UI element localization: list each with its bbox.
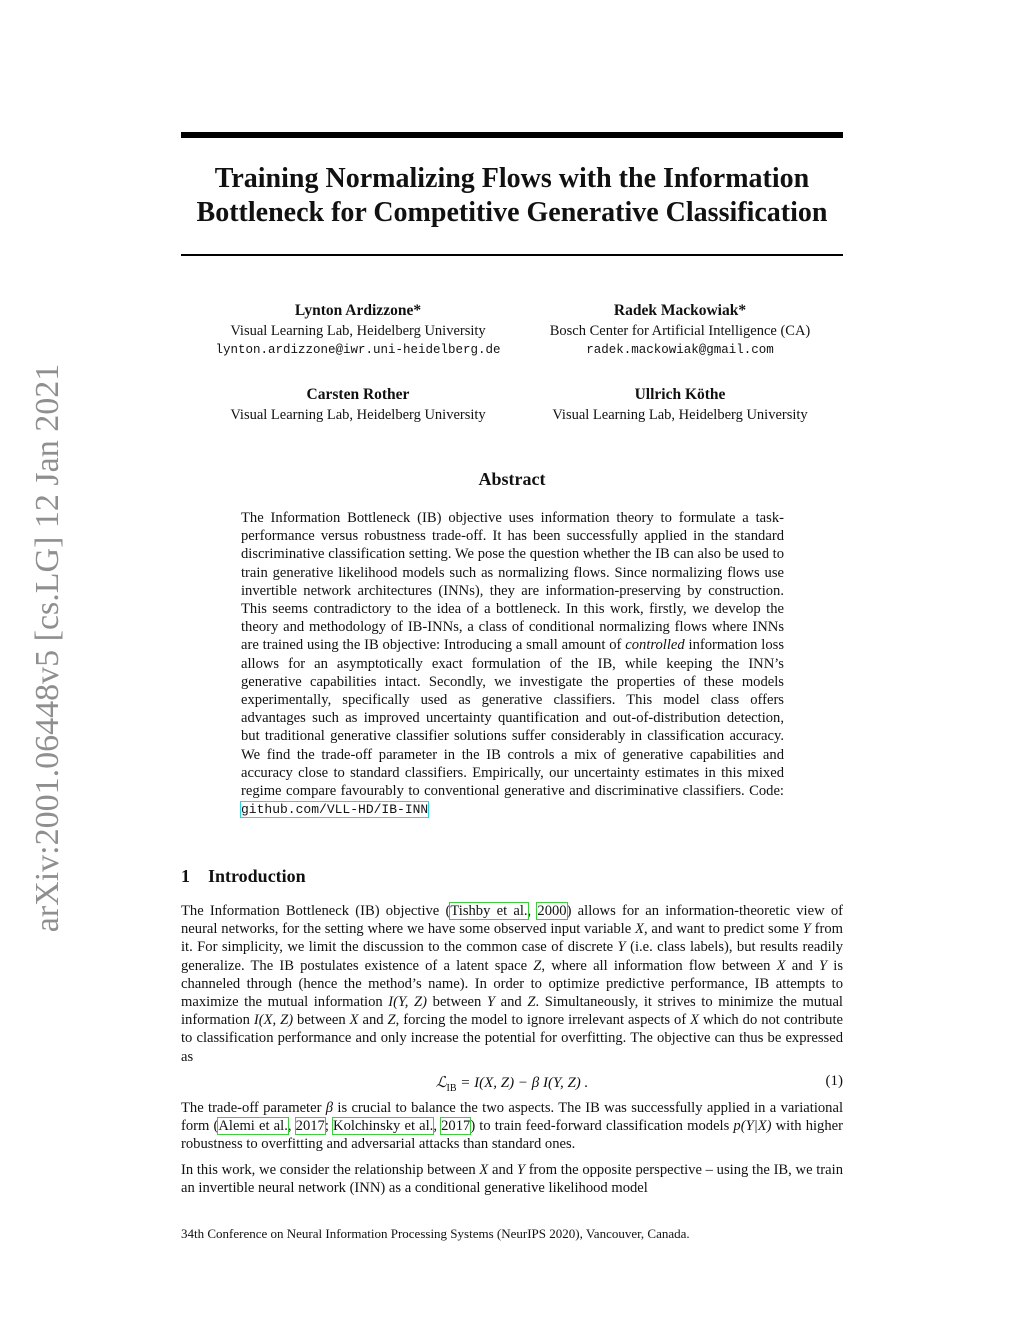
math-var: X bbox=[690, 1012, 700, 1029]
citation-link[interactable]: 2017 bbox=[441, 1118, 471, 1135]
intro-paragraph-1 bbox=[181, 902, 843, 1066]
text: . Simultaneously, it strives to minimize the mutual information bbox=[181, 994, 843, 1029]
abstract-text: information loss allows for an asymptotically exact formulation of the IB, while keeping the INN’s generative capabilities intact. Secondly, we investigate the properties of these models experimentally, specifically used as generative classifiers. This model class offers advantages such as improved uncertainty quantification and out-of-distribution detection, but traditional generative classifier solutions suffer considerably in classification accuracy. We find the trade-off parameter in the IB controls a mix of generative capabilities and accuracy close to standard classifiers. Empirically, our uncertainty estimates in this mixed regime compare favourably to conventional generative and discriminative classifiers. Code: bbox=[241, 637, 784, 800]
math-var: Y bbox=[617, 939, 626, 956]
author-affiliation: Visual Learning Lab, Heidelberg University bbox=[230, 407, 486, 423]
math-var: β bbox=[325, 1100, 334, 1116]
math-var: X bbox=[349, 1012, 359, 1029]
equation-1 bbox=[181, 1073, 843, 1095]
author-name: Carsten Rother bbox=[306, 386, 410, 403]
citation-link[interactable]: 2000 bbox=[537, 903, 567, 919]
text: , bbox=[527, 903, 538, 919]
math-var: Y bbox=[516, 1162, 525, 1178]
text: is channeled through (hence the method’s name). In order to optimize predictive performance, IB attempts to maximize the mutual information bbox=[181, 957, 844, 1011]
math-expr: I(X, Z) bbox=[253, 1012, 294, 1029]
abstract-text: The Information Bottleneck (IB) objective uses information theory to formulate a task-performance versus robustness trade-off. It has been successfully applied in the standard discriminative classification setting. We pose the question whether the IB can also be used to train generative likelihood models such as normalizing flows. Since normalizing flows use invertible network architectures (INNs), they are information-preserving by construction. This seems contradictory to the idea of a bottleneck. In this work, firstly, we develop the theory and methodology of IB-INNs, a class of conditional normalizing flows where INNs are trained using the IB objective: Introducing a small amount of bbox=[241, 510, 784, 654]
text: ; bbox=[324, 1118, 334, 1135]
text: The Information Bottleneck (IB) objective ( bbox=[181, 903, 451, 919]
citation-link[interactable]: 2017 bbox=[295, 1118, 325, 1135]
equation-number: (1) bbox=[825, 1073, 843, 1089]
author-name: Lynton Ardizzone* bbox=[294, 302, 422, 319]
text: which do not contribute to classification performance and only increase the potential for overfitting. The objective can thus be expressed as bbox=[181, 1012, 843, 1065]
equation-lhs: ℒ bbox=[435, 1075, 447, 1091]
text: and bbox=[488, 1162, 517, 1178]
abstract-body bbox=[241, 509, 784, 819]
author-email[interactable]: lynton.ardizzone@iwr.uni-heidelberg.de bbox=[215, 343, 501, 357]
author-email[interactable]: radek.mackowiak@gmail.com bbox=[586, 343, 774, 357]
text: is crucial to balance the two aspects. The IB was successfully applied in a variational form ( bbox=[181, 1100, 844, 1135]
text: ) to train feed-forward classification models bbox=[470, 1118, 734, 1135]
text: , forcing the model to ignore irrelevant aspects of bbox=[395, 1012, 691, 1029]
author-affiliation: Visual Learning Lab, Heidelberg University bbox=[230, 323, 486, 339]
intro-paragraph-3 bbox=[181, 1161, 843, 1197]
paper-title bbox=[160, 162, 864, 230]
abstract-heading: Abstract bbox=[478, 469, 546, 489]
math-var: Y bbox=[818, 957, 828, 974]
text: and bbox=[495, 994, 528, 1011]
code-link[interactable]: github.com/VLL-HD/IB-INN bbox=[241, 802, 429, 818]
equation-subscript: IB bbox=[446, 1083, 457, 1094]
section-title: Introduction bbox=[208, 866, 306, 886]
text: between bbox=[293, 1012, 350, 1029]
title-line-2: Bottleneck for Competitive Generative Classification bbox=[196, 197, 828, 228]
equation-body bbox=[181, 1073, 843, 1094]
citation-link[interactable]: Tishby et al. bbox=[450, 903, 528, 919]
math-var: X bbox=[479, 1162, 489, 1178]
conference-footnote: 34th Conference on Neural Information Processing Systems (NeurIPS 2020), Vancouver, Canada. bbox=[181, 1226, 690, 1241]
text: ) allows for an information-theoretic view of neural networks, for the setting where we have some observed input variable bbox=[181, 903, 843, 938]
math-var: Y bbox=[486, 994, 496, 1011]
text: and bbox=[358, 1012, 388, 1029]
equation-rhs: = I(X, Z) − β I(Y, Z) . bbox=[456, 1075, 589, 1091]
math-expr: p(Y|X) bbox=[733, 1118, 772, 1135]
math-expr: I(Y, Z) bbox=[388, 994, 428, 1011]
author-block-4 bbox=[470, 385, 890, 425]
text: The trade-off parameter bbox=[181, 1100, 326, 1116]
intro-paragraph-2 bbox=[181, 1099, 843, 1154]
text: between bbox=[427, 994, 487, 1011]
section-number: 1 bbox=[181, 866, 190, 886]
text: and bbox=[785, 957, 819, 974]
text: In this work, we consider the relationship between bbox=[181, 1162, 480, 1178]
abstract-emphasis: controlled bbox=[625, 637, 685, 654]
author-block-2 bbox=[470, 301, 890, 360]
title-top-rule bbox=[181, 132, 843, 138]
math-var: Z bbox=[533, 957, 542, 974]
text: (i.e. class labels), but results readily generalize. The IB postulates existence of a latent space bbox=[181, 939, 843, 974]
title-bottom-rule bbox=[181, 254, 843, 256]
math-var: X bbox=[776, 957, 786, 974]
text: , bbox=[287, 1118, 296, 1135]
math-var: Z bbox=[387, 1012, 396, 1029]
author-name: Radek Mackowiak* bbox=[613, 302, 747, 319]
text: with higher robustness to overfitting and adversarial attacks than standard ones. bbox=[181, 1118, 843, 1153]
math-var: X bbox=[635, 921, 644, 938]
citation-link[interactable]: Alemi et al. bbox=[218, 1118, 288, 1135]
title-line-1: Training Normalizing Flows with the Information bbox=[214, 163, 810, 194]
arxiv-identifier: arXiv:2001.06448v5 [cs.LG] 12 Jan 2021 bbox=[29, 363, 66, 933]
math-var: Y bbox=[802, 921, 811, 938]
math-var: Z bbox=[527, 994, 536, 1011]
text: from it. For simplicity, we limit the discussion to the common case of discrete bbox=[181, 921, 843, 956]
text: , and want to predict some bbox=[643, 921, 803, 938]
author-affiliation: Visual Learning Lab, Heidelberg University bbox=[552, 407, 808, 423]
section-heading bbox=[181, 866, 306, 887]
text: , bbox=[433, 1118, 442, 1135]
text: , where all information flow between bbox=[541, 957, 777, 974]
author-name: Ullrich Köthe bbox=[634, 386, 726, 403]
citation-link[interactable]: Kolchinsky et al. bbox=[333, 1118, 434, 1135]
text: from the opposite perspective – using the IB, we train an invertible neural network (INN) as a conditional generative likelihood model bbox=[181, 1162, 843, 1197]
author-affiliation: Bosch Center for Artificial Intelligence (CA) bbox=[549, 323, 811, 339]
